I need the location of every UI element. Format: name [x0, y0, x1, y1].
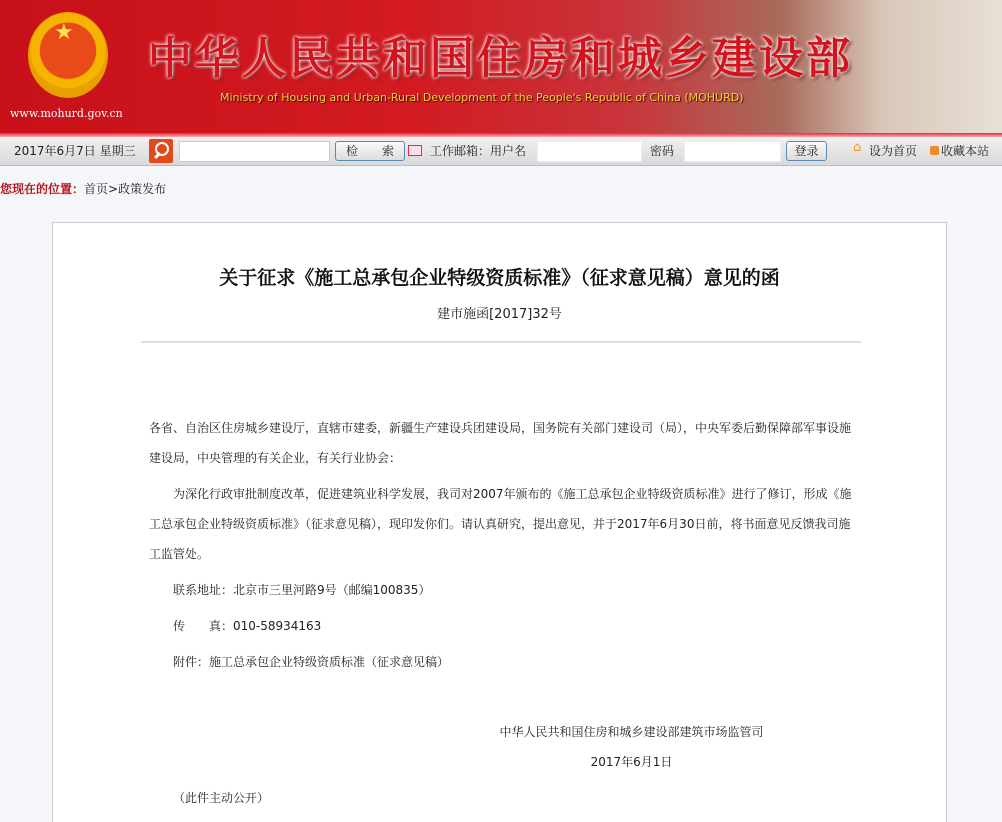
document-number: 建市施函[2017]32号 [437, 307, 562, 322]
page-title: 关于征求《施工总承包企业特级资质标准》（征求意见稿）意见的函 [219, 267, 780, 289]
site-banner [0, 0, 1002, 133]
search-input[interactable] [179, 141, 330, 162]
set-homepage-link[interactable]: 设为首页 [869, 144, 918, 158]
site-url: www.mohurd.gov.cn [10, 107, 123, 120]
bookmark-icon [930, 146, 939, 155]
national-emblem-icon: ★ [28, 12, 108, 98]
issue-date: 2017年6月1日 [590, 755, 673, 769]
fax-number: 传 真：010-58934163 [173, 619, 322, 633]
bookmark-link[interactable]: 收藏本站 [941, 144, 990, 158]
breadcrumb [0, 180, 166, 197]
recipients: 各省、自治区住房城乡建设厅，直辖市建委，新疆生产建设兵团建设局，国务院有关部门建设司（局），中央军委后勤保障部军事设施建设局，中央管理的有关企业，有关行业协会： [149, 421, 852, 465]
search-button[interactable]: 检 索 [335, 141, 405, 161]
username-input[interactable] [537, 141, 642, 162]
signer: 中华人民共和国住房和城乡建设部建筑市场监管司 [499, 725, 764, 739]
site-english-title: Ministry of Housing and Urban-Rural Development of the People's Republic of China (MOHURD) [220, 91, 744, 104]
breadcrumb-label: 您现在的位置： [0, 182, 85, 196]
contact-address: 联系地址：北京市三里河路9号（邮编100835） [173, 583, 431, 597]
username-label: 用户名 [490, 144, 527, 158]
home-icon: ⌂ [853, 140, 862, 155]
password-input[interactable] [684, 141, 781, 162]
body-paragraph: 为深化行政审批制度改革，促进建筑业科学发展，我司对2007年颁布的《施工总承包企业特级资质标准》进行了修订，形成《施工总承包企业特级资质标准》（征求意见稿），现印发你们。请认真研究，提出意见，并于2017年6月30日前，将书面意见反馈我司施工监管处。 [149, 487, 852, 561]
search-icon[interactable] [149, 139, 173, 163]
site-title: 中华人民共和国住房和城乡建设部 [148, 33, 853, 84]
breadcrumb-path[interactable]: 首页>政策发布 [84, 182, 167, 196]
current-date: 2017年6月7日 星期三 [14, 144, 136, 158]
mail-label: 工作邮箱： [430, 144, 491, 158]
article-container [52, 222, 947, 822]
toolbar [0, 137, 1002, 166]
mail-icon [408, 145, 422, 156]
attachment[interactable]: 附件：施工总承包企业特级资质标准（征求意见稿） [173, 655, 450, 669]
password-label: 密码 [650, 144, 675, 158]
article-body [149, 413, 854, 819]
login-button[interactable]: 登录 [786, 141, 827, 161]
disclosure-note: （此件主动公开） [173, 791, 270, 805]
divider [141, 341, 861, 343]
